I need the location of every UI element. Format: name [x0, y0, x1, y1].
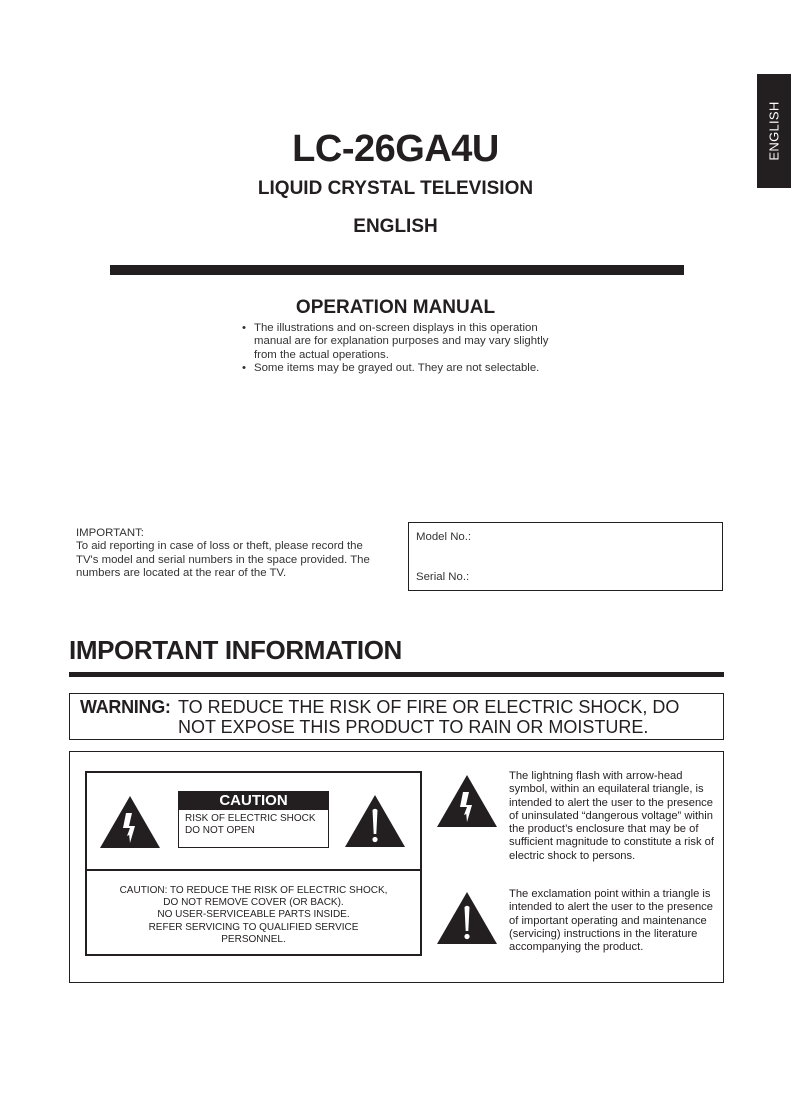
- model-no-label: Model No.:: [416, 531, 472, 543]
- warning-label: WARNING:: [80, 697, 171, 717]
- cover-divider: [110, 265, 684, 275]
- note-item: [242, 362, 572, 375]
- lightning-symbol-description: The lightning flash with arrow-head symbol, within an equilateral triangle, is intended to alert the user to the presence of uninsulated “dangerous voltage” within the product’s enclosure that may be of sufficient magnitude to constitute a risk of electric shock to persons.: [509, 770, 715, 862]
- caution-text-line: DO NOT REMOVE COVER (OR BACK).: [163, 897, 344, 909]
- serial-no-label: Serial No.:: [416, 571, 470, 583]
- note-text: Some items may be grayed out. They are not selectable.: [254, 361, 540, 374]
- manual-notes: [242, 322, 572, 375]
- caution-label-line: RISK OF ELECTRIC SHOCK: [185, 813, 316, 824]
- manual-title: OPERATION MANUAL: [295, 297, 496, 318]
- record-heading: IMPORTANT:: [76, 527, 144, 539]
- caution-label-head: CAUTION: [179, 792, 328, 810]
- note-item: [242, 322, 572, 362]
- caution-label-line: DO NOT OPEN: [185, 825, 255, 836]
- warning-text: TO REDUCE THE RISK OF FIRE OR ELECTRIC SHOCK, DO NOT EXPOSE THIS PRODUCT TO RAIN OR MOISTURE.: [178, 697, 680, 737]
- caution-text-line: REFER SERVICING TO QUALIFIED SERVICE: [148, 921, 359, 933]
- caution-text: [87, 885, 420, 946]
- section-title: IMPORTANT INFORMATION: [69, 635, 402, 665]
- exclamation-triangle-icon: [436, 891, 498, 945]
- model-serial-record-box: [408, 522, 723, 591]
- section-divider: [69, 672, 724, 677]
- note-text: The illustrations and on-screen displays in this operation manual are for explanation purposes and may vary slightly from the actual operations.: [254, 322, 549, 361]
- side-tab-label: ENGLISH: [766, 101, 782, 161]
- warning-box: [69, 693, 724, 740]
- language-heading: ENGLISH: [353, 216, 438, 237]
- record-instructions: [76, 527, 376, 580]
- exclamation-symbol-description: The exclamation point within a triangle is intended to alert the user to the presence of important operating and maintenance (servicing) instructions in the literature accompanying the product.: [509, 888, 713, 954]
- caution-text-line: CAUTION: TO REDUCE THE RISK OF ELECTRIC SHOCK,: [119, 885, 388, 896]
- bullet: •: [242, 322, 246, 334]
- caution-panel-divider: [85, 869, 422, 871]
- product-subtitle: LIQUID CRYSTAL TELEVISION: [257, 178, 534, 199]
- lightning-triangle-icon: [99, 795, 161, 849]
- lightning-triangle-icon: [436, 774, 498, 828]
- caution-text-line: PERSONNEL.: [221, 933, 286, 945]
- caution-label: [178, 791, 329, 848]
- record-text: To aid reporting in case of loss or theft, please record the TV's model and serial numbers in the space provided. The numbers are located at the rear of the TV.: [76, 540, 370, 579]
- model-number-title: LC-26GA4U: [292, 128, 499, 170]
- exclamation-triangle-icon: [344, 794, 406, 848]
- caution-text-line: NO USER-SERVICEABLE PARTS INSIDE.: [157, 909, 350, 921]
- bullet: •: [242, 361, 246, 374]
